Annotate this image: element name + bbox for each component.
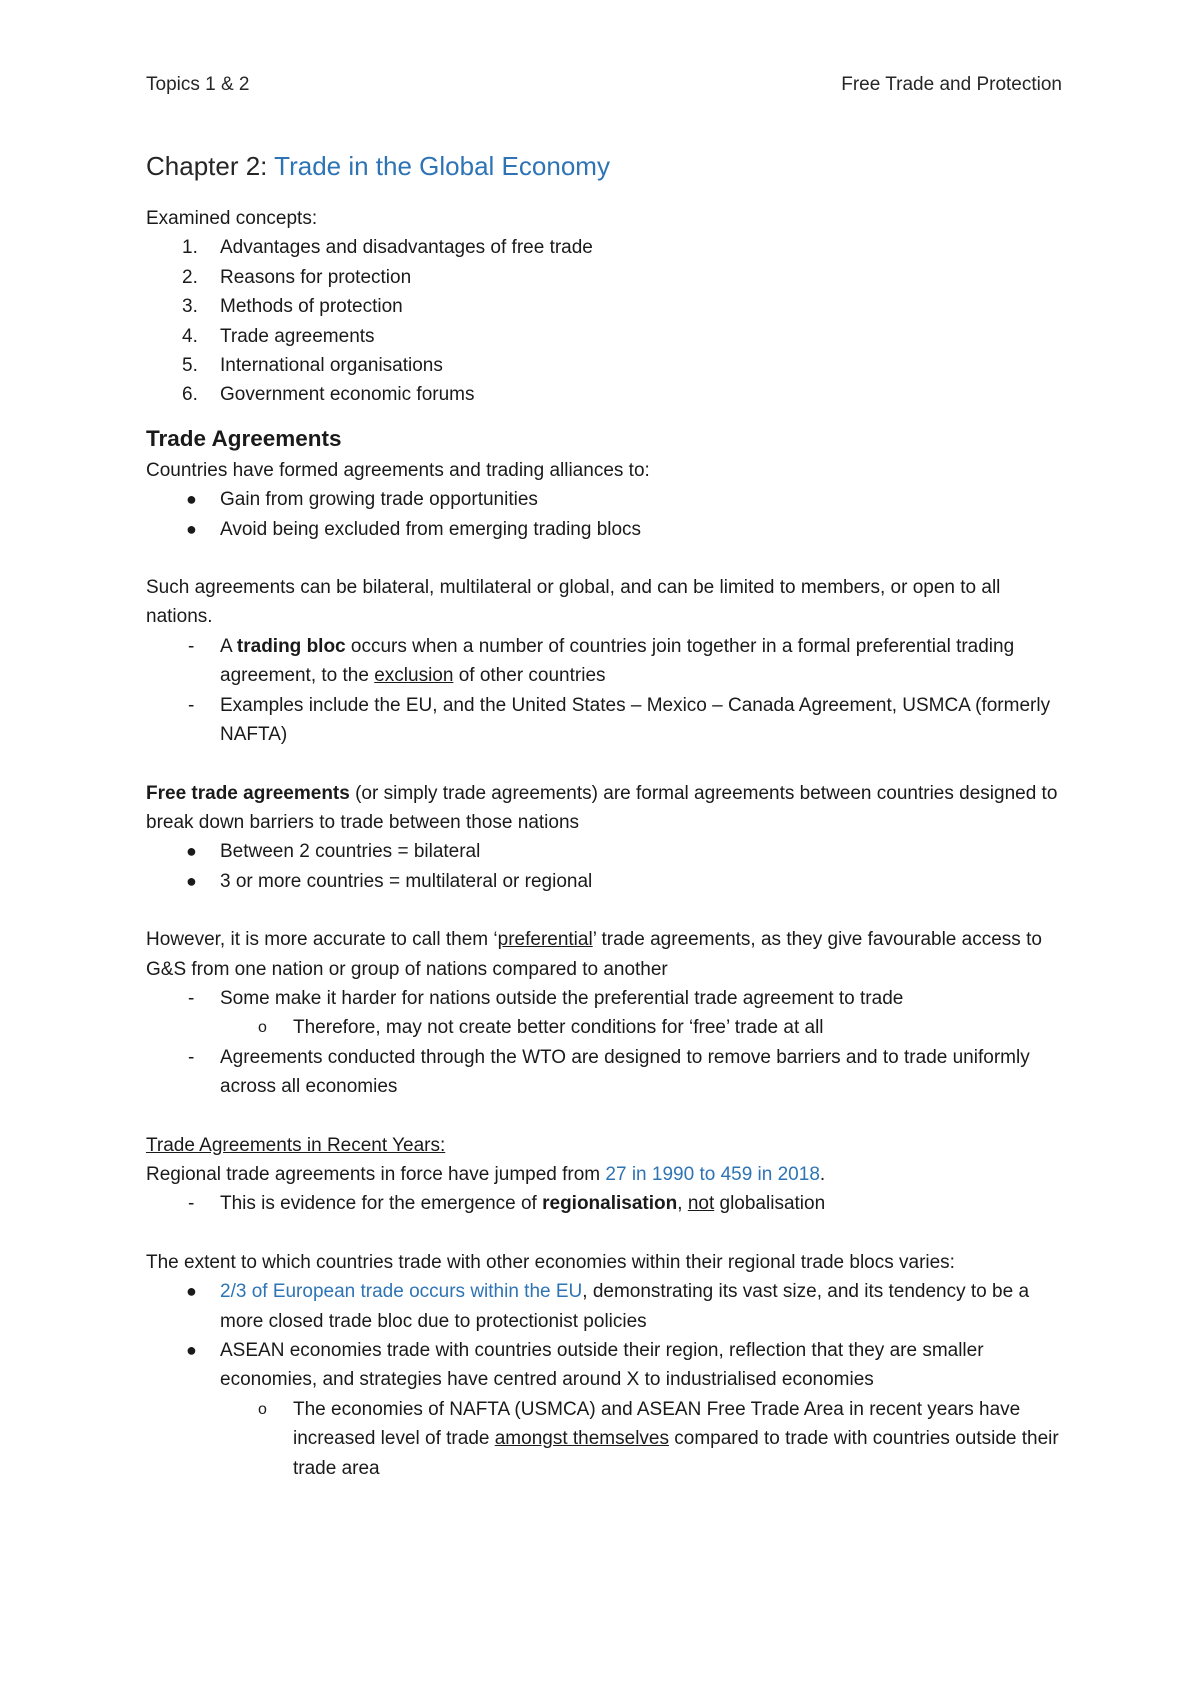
header-right: Free Trade and Protection bbox=[841, 74, 1062, 95]
header-left: Topics 1 & 2 bbox=[146, 74, 250, 95]
list-item: 6. Government economic forums bbox=[182, 384, 475, 406]
examined-label: Examined concepts: bbox=[146, 208, 318, 229]
list-item: ● Between 2 countries = bilateral bbox=[186, 841, 481, 863]
list-item: - A trading bloc occurs when a number of countries join together in a formal preferential trading agreement, to the exclusion of other countries bbox=[188, 635, 1015, 687]
list-item: o Therefore, may not create better conditions for ‘free’ trade at all bbox=[258, 1017, 824, 1039]
list-item: 2. Reasons for protection bbox=[182, 266, 412, 288]
section-heading: Trade Agreements bbox=[146, 425, 342, 451]
document-body bbox=[146, 146, 1066, 1483]
list-item: ● ASEAN economies trade with countries outside their region, reflection that they are smaller economies, and strategies have centred around X to industrialised economies bbox=[186, 1340, 984, 1391]
list-item: ● Gain from growing trade opportunities bbox=[186, 489, 538, 511]
list-item: - Examples include the EU, and the United States – Mexico – Canada Agreement, USMCA (formerly NAFTA) bbox=[188, 694, 1051, 746]
subheading: Trade Agreements in Recent Years: bbox=[146, 1134, 446, 1156]
paragraph: Free trade agreements (or simply trade agreements) are formal agreements between countries designed to break down barriers to trade between those nations bbox=[146, 782, 1058, 833]
list-item: 3. Methods of protection bbox=[182, 296, 403, 318]
paragraph: Regional trade agreements in force have jumped from 27 in 1990 to 459 in 2018. bbox=[146, 1163, 826, 1185]
chapter-title: Chapter 2: Trade in the Global Economy bbox=[146, 151, 610, 181]
list-item: - Some make it harder for nations outside the preferential trade agreement to trade bbox=[188, 987, 904, 1009]
list-item: 1. Advantages and disadvantages of free trade bbox=[182, 237, 593, 259]
intro-text: Countries have formed agreements and trading alliances to: bbox=[146, 459, 650, 481]
paragraph: The extent to which countries trade with other economies within their regional trade blocs varies: bbox=[146, 1251, 955, 1273]
paragraph: However, it is more accurate to call them ‘preferential’ trade agreements, as they give favourable access to G&S from one nation or group of nations compared to another bbox=[146, 929, 1042, 980]
list-item: - This is evidence for the emergence of regionalisation, not globalisation bbox=[188, 1193, 826, 1215]
paragraph: Such agreements can be bilateral, multilateral or global, and can be limited to members, or open to all nations. bbox=[146, 577, 1001, 628]
list-item: 5. International organisations bbox=[182, 355, 443, 377]
list-item: ● Avoid being excluded from emerging trading blocs bbox=[186, 518, 642, 540]
list-item: 4. Trade agreements bbox=[182, 325, 375, 347]
list-item: - Agreements conducted through the WTO are designed to remove barriers and to trade uniformly across all economies bbox=[188, 1046, 1030, 1098]
list-item: ● 3 or more countries = multilateral or regional bbox=[186, 870, 593, 892]
list-item: ● 2/3 of European trade occurs within the EU, demonstrating its vast size, and its tendency to be a more closed trade bloc due to protectionist policies bbox=[186, 1281, 1030, 1332]
list-item: o The economies of NAFTA (USMCA) and ASEAN Free Trade Area in recent years have increased level of trade amongst themselves compared to trade with countries outside their trade area bbox=[258, 1398, 1059, 1479]
